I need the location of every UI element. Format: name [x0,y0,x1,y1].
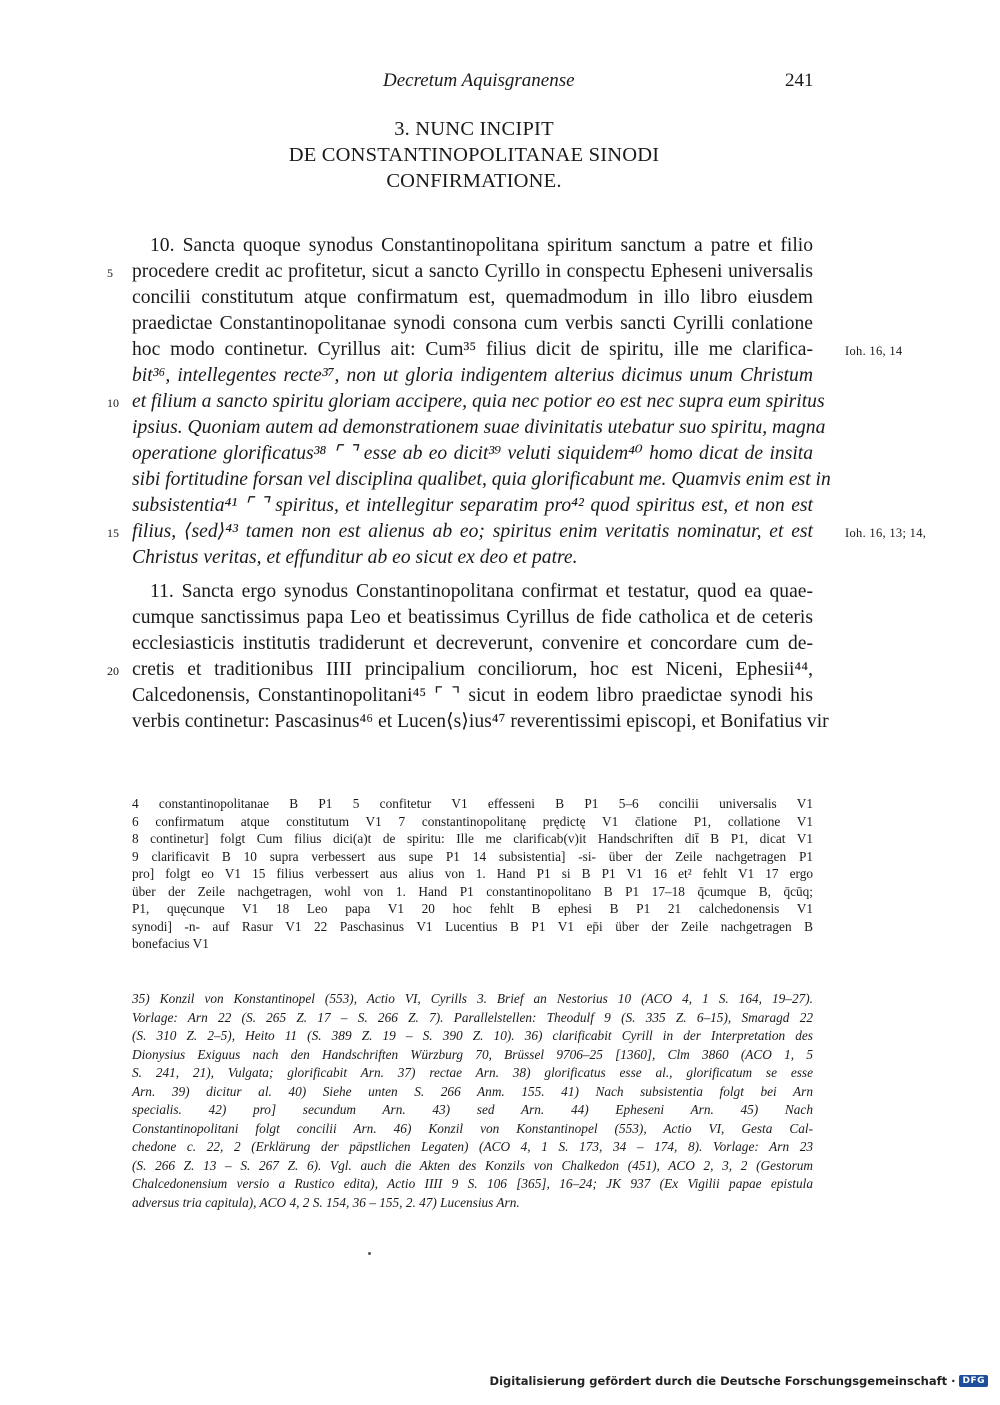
line-text: concilii constitutum atque confirmatum est, quemadmodum in illo libro eiusdem [132,287,813,308]
text-line [107,519,927,545]
text-line [132,415,826,441]
section-title-line: 3. NUNC INCIPIT [394,118,554,140]
apparatus-line: 6 confirmatum atque constitutum V1 7 constantinopolitanę prędictę V1 c̄latione P1, collatione V1 [132,813,813,829]
line-text: 10. Sancta quoque synodus Constantinopolitana spiritum sanctum a patre et filio [150,235,813,256]
note-line: (S. 266 Z. 13 – S. 267 Z. 6). Vgl. auch die Akten des Konzils von Chalkedon (451), ACO 2, 3, 2 (Gestorum [132,1157,813,1173]
apparatus-line: 8 continetur] folgt Cum filius dici(a)t de spiritu: Ille me clarificab(v)it Handschriften dit̄ B P1, dicat V1 [132,831,813,846]
text-line [132,233,813,259]
note-line: Chalcedonensium versio a Rustico edita), Actio IIII 9 S. 106 [365], 16–24; JK 937 (Ex Vigilii papae epistula [132,1176,813,1191]
text-line [107,389,825,415]
note-line: Dionysius Exiguus nach den Handschriften Würzburg 70, Brüssel 9706–25 [1360], Clm 3860 (ACO 1, 5 [132,1046,813,1062]
apparatus-line: über der Zeile nachgetragen, wohl von 1. Hand P1 constantinopolitano B P1 17–18 q̄cumque B, q̄cūq; [132,883,813,899]
text-line [132,337,903,363]
margin-reference: Ioh. 16, 13; 14, [845,526,927,540]
text-line [107,259,813,285]
note-line: (S. 310 Z. 2–5), Heito 11 (S. 389 Z. 19 – S. 390 Z. 10). 36) clarificabit Cyrill in der Interpretation des [132,1028,813,1043]
text-line [132,441,813,467]
note-line: adversus tria capitula), ACO 4, 2 S. 154, 36 – 155, 2. 47) Lucensius Arn. [132,1194,520,1210]
page-header [0,70,1000,100]
line-text: ecclesiasticis institutis tradiderunt et decreverunt, convenire et concordare cum de- [132,633,813,654]
apparatus-line: 9 clarificavit B 10 supra verbessert aus supe P1 14 subsistentia] -si- über der Zeile nachgetragen P1 [132,848,813,864]
text-line [132,631,813,657]
apparatus-line: 4 constantinopolitanae B P1 5 confitetur V1 effesseni B P1 5–6 concilii universalis V1 [132,796,813,811]
note-line: chedone c. 22, 2 (Erklärung der päpstlichen Legaten) (ACO 4, 1 S. 173, 34 – 174, 8). Vorlage: Arn 23 [132,1139,813,1154]
apparatus-line: bonefacius V1 [132,936,209,951]
line-number: 5 [107,266,113,280]
line-text: subsistentia⁴¹ ⌜ ⌝ spiritus, et intellegitur separatim pro⁴² quod spiritus est, et non est [132,495,813,516]
text-line [132,545,813,571]
footer-text: Digitalisierung gefördert durch die Deutsche Forschungsgemeinschaft · [489,1374,956,1388]
line-text: hoc modo continetur. Cyrillus ait: Cum³⁵ filius dicit de spiritu, ille me clarifica- [132,339,813,360]
stray-mark [368,1252,371,1255]
line-text: filius, ⟨sed⟩⁴³ tamen non est alienus ab eo; spiritus enim veritatis nominatur, et est [132,521,813,542]
note-line: S. 241, 21), Vulgata; glorificabit Arn. 37) rectae Arn. 38) glorificatus esse al., glorificatum se esse [132,1065,813,1080]
apparatus-line: synodi] -n- auf Rasur V1 22 Paschasinus V1 Lucentius B P1 V1 ep̄i über der Zeile nachgetragen B [132,918,813,934]
section-title-line: DE CONSTANTINOPOLITANAE SINODI [288,144,660,166]
line-text: ipsius. Quoniam autem ad demonstrationem suae divinitatis utebatur suo spiritu, magna [132,417,826,438]
text-line [132,285,813,311]
line-text: 11. Sancta ergo synodus Constantinopolitana confirmat et testatur, quod ea quae- [150,581,813,602]
note-line: 35) Konzil von Konstantinopel (553), Actio VI, Cyrills 3. Brief an Nestorius 10 (ACO 4, 1 S. 164, 19–27). [132,991,813,1006]
line-text: praedictae Constantinopolitanae synodi consona cum verbis sancti Cyrilli conlatione [132,313,813,334]
text-line [132,467,831,493]
line-text: cretis et traditionibus IIII principalium conciliorum, hoc est Niceni, Ephesii⁴⁴, [132,659,813,680]
text-line [107,657,813,683]
line-text: Calcedonensis, Constantinopolitani⁴⁵ ⌜ ⌝ sicut in eodem libro praedictae synodi his [132,685,813,706]
line-number: 10 [107,396,119,410]
line-text: Christus veritas, et effunditur ab eo sicut ex deo et patre. [132,547,578,568]
section-title-line: CONFIRMATIONE. [386,170,562,192]
text-line [132,363,813,389]
line-text: et filium a sancto spiritu gloriam accipere, quia nec potior eo est nec supra eum spiritus [132,391,825,412]
dfg-logo: DFG [959,1375,988,1387]
margin-reference: Ioh. 16, 14 [845,344,903,358]
text-line [132,493,813,519]
footer [490,1371,988,1391]
running-title: Decretum Aquisgranense [383,70,575,91]
text-line [132,579,813,605]
text-line [132,605,813,631]
text-line [132,311,813,337]
text-line [132,709,829,735]
source-notes [132,990,813,1212]
line-number: 15 [107,526,119,540]
page-number: 241 [785,70,814,91]
note-line: Arn. 39) dicitur al. 40) Siehe unten S. 266 Anm. 155. 41) Nach subsistentia folgt bei Arn [132,1083,813,1099]
note-line: Vorlage: Arn 22 (S. 265 Z. 17 – S. 266 Z. 7). Parallelstellen: Theodulf 9 (S. 335 Z. 6–15), Smaragd 22 [132,1009,813,1025]
line-text: procedere credit ac profitetur, sicut a sancto Cyrillo in conspectu Epheseni universalis [132,261,813,282]
section-title [200,116,748,194]
apparatus-line: pro] folgt eo V1 15 filius verbessert aus alius von 1. Hand P1 si B P1 V1 16 et² fehlt V1 17 ergo [132,866,813,881]
apparatus-line: P1, quęcunque V1 18 Leo papa V1 20 hoc fehlt B ephesi B P1 21 calchedonensis V1 [132,901,813,916]
line-text: cumque sanctissimus papa Leo et beatissimus Cyrillus de fide catholica et de ceteris [132,607,813,628]
line-text: bit³⁶, intellegentes recte³⁷, non ut gloria indigentem alterius dicimus unum Christum [132,365,813,386]
note-line: specialis. 42) pro] secundum Arn. 43) sed Arn. 44) Epheseni Arn. 45) Nach [132,1102,813,1117]
main-text [0,233,1000,735]
text-line [132,683,813,709]
line-number: 20 [107,664,119,678]
note-line: Constantinopolitani folgt concilii Arn. 46) Konzil von Konstantinopel (553), Actio VI, Gesta Cal- [132,1120,813,1136]
line-text: sibi fortitudine forsan vel disciplina qualibet, quia glorificabunt me. Quamvis enim est in [132,469,831,490]
line-text: verbis continetur: Pascasinus⁴⁶ et Lucen⟨s⟩ius⁴⁷ reverentissimi episcopi, et Bonifatius vir [132,711,829,732]
critical-apparatus [132,795,813,953]
line-text: operatione glorificatus³⁸ ⌜ ⌝ esse ab eo dicit³⁹ veluti siquidem⁴⁰ homo dicat de insita [132,443,813,464]
